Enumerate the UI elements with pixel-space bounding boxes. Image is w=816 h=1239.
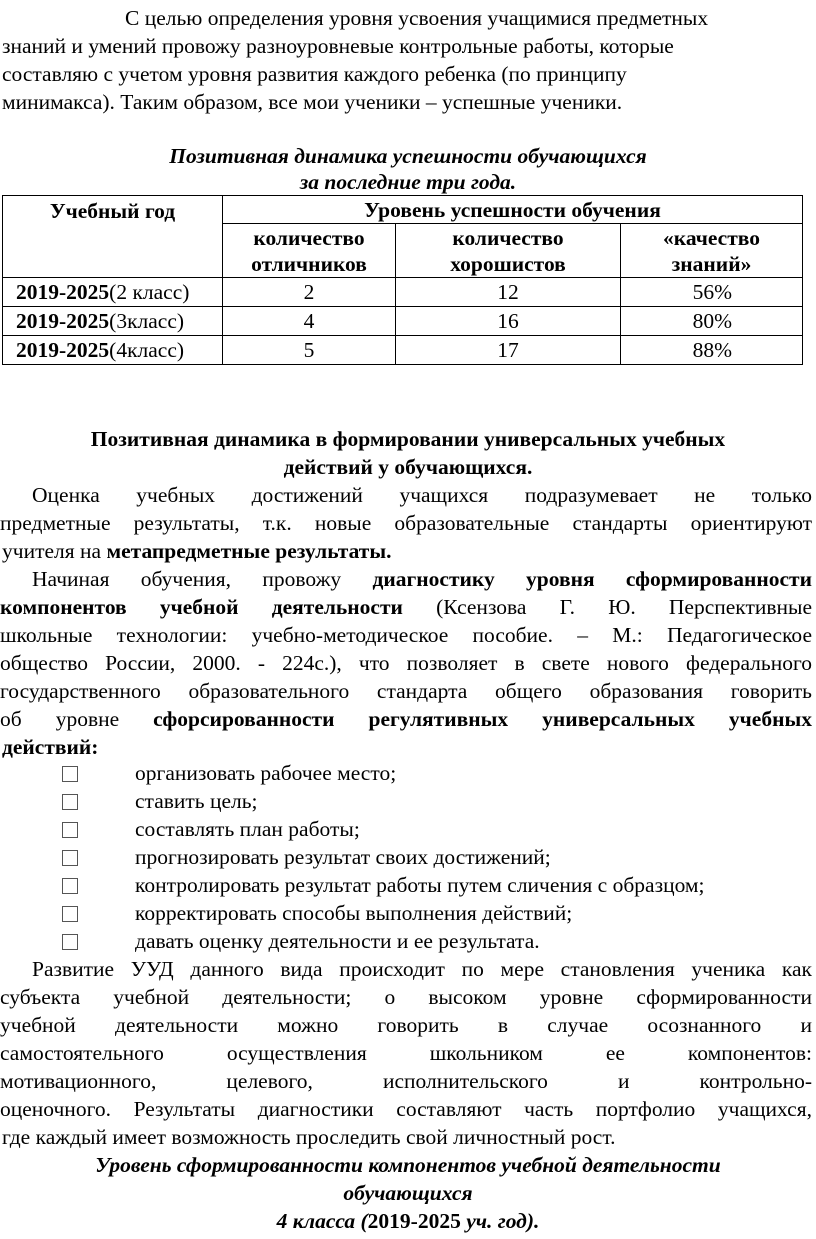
results-table [2, 195, 803, 365]
final-heading: обучающихся [343, 1181, 473, 1205]
row-quality: 80% [621, 307, 803, 336]
paragraph-line: оценочного. Результаты диагностики составляют часть портфолио учащихся, [0, 1097, 812, 1121]
paragraph-line: Развитие УУД данного вида происходит по мере становления ученика как [32, 957, 812, 981]
column-header-excellent: количество отличников [223, 224, 396, 278]
paragraph-line: где каждый имеет возможность проследить свой личностный рост. [2, 1125, 616, 1149]
table-title: за последние три года. [299, 170, 517, 194]
table-row [3, 336, 803, 365]
table-row [3, 307, 803, 336]
intro-line: минимакса). Таким образом, все мои ученики – успешные ученики. [2, 90, 623, 114]
paragraph-line: мотивационного, целевого, исполнительского и контрольно- [0, 1069, 812, 1093]
final-heading: Уровень сформированности компонентов учебной деятельности [95, 1153, 721, 1177]
paragraph-line: общество России, 2000. - 224с.), что позволяет в свете нового федерального [0, 651, 812, 675]
bullet-box-icon [62, 934, 78, 950]
row-good: 16 [396, 307, 621, 336]
paragraph-line: действий: [2, 735, 99, 759]
row-good: 17 [396, 336, 621, 365]
column-header-level: Уровень успешности обучения [223, 196, 803, 224]
table-row [3, 278, 803, 307]
bullet-box-icon [62, 906, 78, 922]
list-item: составлять план работы; [135, 817, 360, 841]
list-item: ставить цель; [135, 789, 258, 813]
row-excellent: 4 [223, 307, 396, 336]
row-quality: 56% [621, 278, 803, 307]
row-year: 2019-2025(3класс) [3, 307, 223, 336]
column-header-year: Учебный год [3, 196, 223, 278]
paragraph-line: субъекта учебной деятельности; о высоком уровне сформированности [0, 985, 812, 1009]
paragraph-line: школьные технологии: учебно-методическое пособие. – М.: Педагогическое [0, 623, 812, 647]
row-year: 2019-2025(4класс) [3, 336, 223, 365]
paragraph-line: учителя на метапредметные результаты. [2, 539, 392, 563]
paragraph-line: компонентов учебной деятельности (Ксензова Г. Ю. Перспективные [0, 595, 812, 619]
list-item: корректировать способы выполнения действий; [135, 901, 573, 925]
list-item: прогнозировать результат своих достижений; [135, 845, 551, 869]
section-heading: Позитивная динамика в формировании универсальных учебных [90, 427, 726, 451]
final-heading: 4 класса (2019-2025 уч. год). [276, 1209, 540, 1233]
bullet-box-icon [62, 850, 78, 866]
paragraph-line: Начиная обучения, провожу диагностику уровня сформированности [32, 567, 812, 591]
section-heading: действий у обучающихся. [283, 455, 533, 479]
bullet-box-icon [62, 822, 78, 838]
table-title: Позитивная динамика успешности обучающихся [169, 144, 647, 168]
row-year: 2019-2025(2 класс) [3, 278, 223, 307]
paragraph-line: предметные результаты, т.к. новые образовательные стандарты ориентируют [0, 511, 812, 535]
paragraph-line: об уровне сфорсированности регулятивных универсальных учебных [0, 707, 813, 731]
bullet-box-icon [62, 794, 78, 810]
intro-line: составляю с учетом уровня развития каждого ребенка (по принципу [2, 62, 627, 86]
paragraph-line: учебной деятельности можно говорить в случае осознанного и [0, 1013, 812, 1037]
paragraph-line: Оценка учебных достижений учащихся подразумевает не только [32, 483, 812, 507]
paragraph-line: самостоятельного осуществления школьником ее компонентов: [0, 1041, 812, 1065]
row-excellent: 5 [223, 336, 396, 365]
bullet-box-icon [62, 766, 78, 782]
bullet-box-icon [62, 878, 78, 894]
list-item: организовать рабочее место; [135, 761, 397, 785]
list-item: контролировать результат работы путем сличения с образцом; [135, 873, 705, 897]
column-header-good: количество хорошистов [396, 224, 621, 278]
row-quality: 88% [621, 336, 803, 365]
intro-line: знаний и умений провожу разноуровневые контрольные работы, которые [2, 34, 674, 58]
intro-line: С целью определения уровня усвоения учащимися предметных [125, 6, 709, 30]
paragraph-line: государственного образовательного стандарта общего образования говорить [0, 679, 812, 703]
list-item: давать оценку деятельности и ее результата. [135, 929, 540, 953]
row-good: 12 [396, 278, 621, 307]
column-header-quality: «качество знаний» [621, 224, 803, 278]
row-excellent: 2 [223, 278, 396, 307]
